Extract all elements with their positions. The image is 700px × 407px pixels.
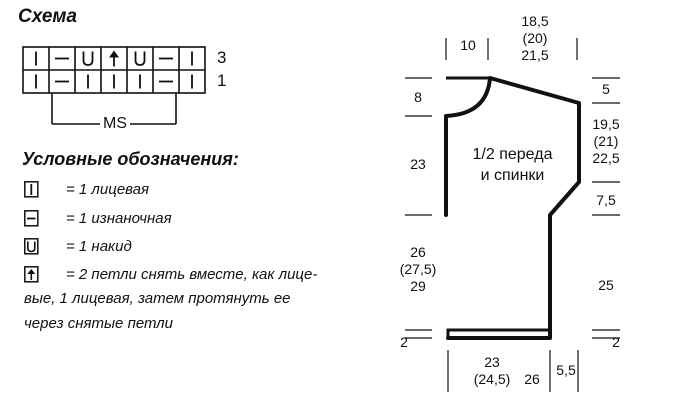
piece-label: 1/2 переда и спинки: [472, 146, 553, 184]
dim-bottom-total: 26: [524, 371, 540, 387]
scheme-title: Схема: [18, 6, 78, 27]
legend-text: через снятые петли: [24, 315, 173, 332]
dim-left-armhole: 23: [410, 156, 426, 172]
legend-text: вые, 1 лицевая, затем протянуть ее: [24, 290, 291, 307]
repeat-label: MS: [103, 115, 127, 132]
dim-bottom-right: 5,5: [556, 362, 576, 378]
dim-top-left: 10: [460, 37, 476, 53]
dim-left-body: 26 (27,5) 29: [399, 244, 437, 294]
dim-left-hem: 2: [400, 334, 408, 350]
legend-text: = 1 изнаночная: [66, 210, 172, 227]
piece-outline: [446, 78, 579, 338]
dim-right-underarm: 7,5: [596, 192, 616, 208]
dim-right-body: 25: [598, 277, 614, 293]
legend-text: = 1 лицевая: [66, 181, 150, 198]
legend-title: Условные обозначения:: [22, 149, 239, 169]
legend-text: = 2 петли снять вместе, как лице-: [66, 266, 318, 283]
dim-left-neck: 8: [414, 89, 422, 105]
dim-right-hem: 2: [612, 334, 620, 350]
dim-right-armhole: 19,5 (21) 22,5: [592, 116, 620, 166]
dim-top-right: 18,5 (20) 21,5: [521, 13, 549, 63]
hem-band: [448, 330, 550, 338]
legend-text: = 1 накид: [66, 238, 132, 255]
dim-right-shoulder: 5: [602, 81, 610, 97]
row-number-3: 3: [217, 48, 227, 67]
row-number-1: 1: [217, 71, 227, 90]
dim-bottom-width: 23 (24,5): [473, 354, 511, 387]
